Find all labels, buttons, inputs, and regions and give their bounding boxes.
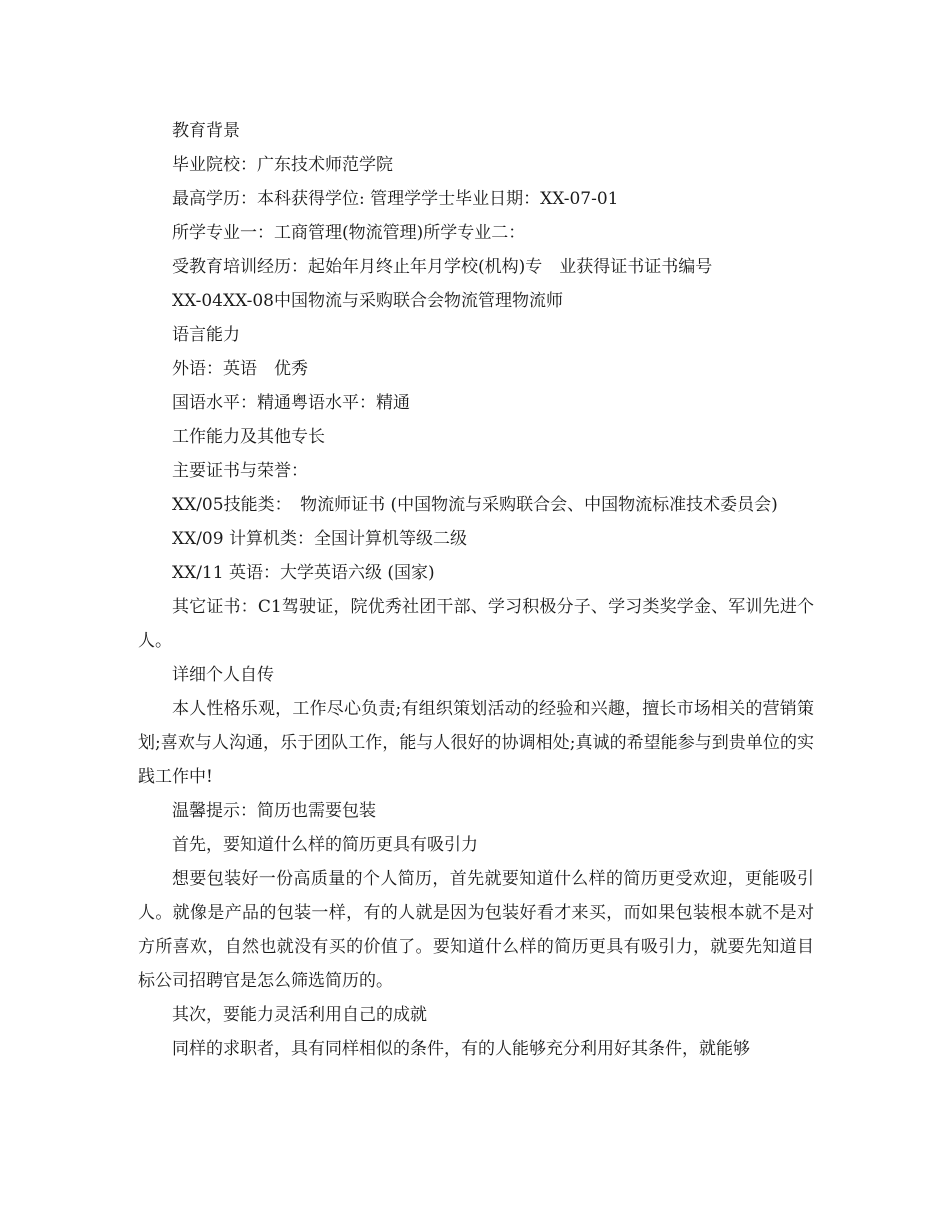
certificate-logistics: XX/05技能类： 物流师证书 (中国物流与采购联合会、中国物流标准技术委员会) [172,495,778,515]
tip-second-heading: 其次，要能力灵活利用自己的成就 [172,1005,427,1025]
section-heading-language: 语言能力 [172,325,240,345]
document-body [138,114,814,1066]
certificate-computer: XX/09 计算机类：全国计算机等级二级 [172,529,467,549]
majors: 所学专业一：工商管理(物流管理)所学专业二： [172,223,526,243]
tip-heading: 温馨提示：简历也需要包装 [172,801,376,821]
tip-first-heading: 首先，要知道什么样的简历更具有吸引力 [172,835,478,855]
dialect-level: 国语水平：精通粤语水平：精通 [172,393,410,413]
graduation-school: 毕业院校：广东技术师范学院 [172,155,393,175]
certificates-heading: 主要证书与荣誉： [172,461,308,481]
certificate-english: XX/11 英语：大学英语六级 (国家) [172,563,435,583]
section-heading-autobiography: 详细个人自传 [172,665,274,685]
tip-first-text: 想要包装好一份高质量的个人简历，首先就要知道什么样的简历更受欢迎，更能吸引人。就像是产品的包装一样，有的人就是因为包装好看才来买，而如果包装根本就不是对方所喜欢，自然也就没有买的价值了。要知道什么样的简历更具有吸引力，就要先知道目标公司招聘官是怎么筛选简历的。 [138,869,814,991]
training-header: 受教育培训经历：起始年月终止年月学校(机构)专 业获得证书证书编号 [172,257,713,277]
section-heading-skills: 工作能力及其他专长 [172,427,325,447]
autobiography-text: 本人性格乐观，工作尽心负责;有组织策划活动的经验和兴趣，擅长市场相关的营销策划;喜欢与人沟通，乐于团队工作，能与人很好的协调相处;真诚的希望能参与到贵单位的实践工作中! [138,699,814,787]
section-heading-education: 教育背景 [172,121,240,141]
certificate-other: 其它证书：C1驾驶证，院优秀社团干部、学习积极分子、学习类奖学金、军训先进个人。 [138,597,814,651]
training-entry: XX-04XX-08中国物流与采购联合会物流管理物流师 [172,291,563,311]
foreign-language: 外语：英语 优秀 [172,359,308,379]
tip-second-text: 同样的求职者，具有同样相似的条件，有的人能够充分利用好其条件，就能够 [172,1039,750,1059]
highest-degree: 最高学历：本科获得学位: 管理学学士毕业日期：XX-07-01 [172,189,619,209]
